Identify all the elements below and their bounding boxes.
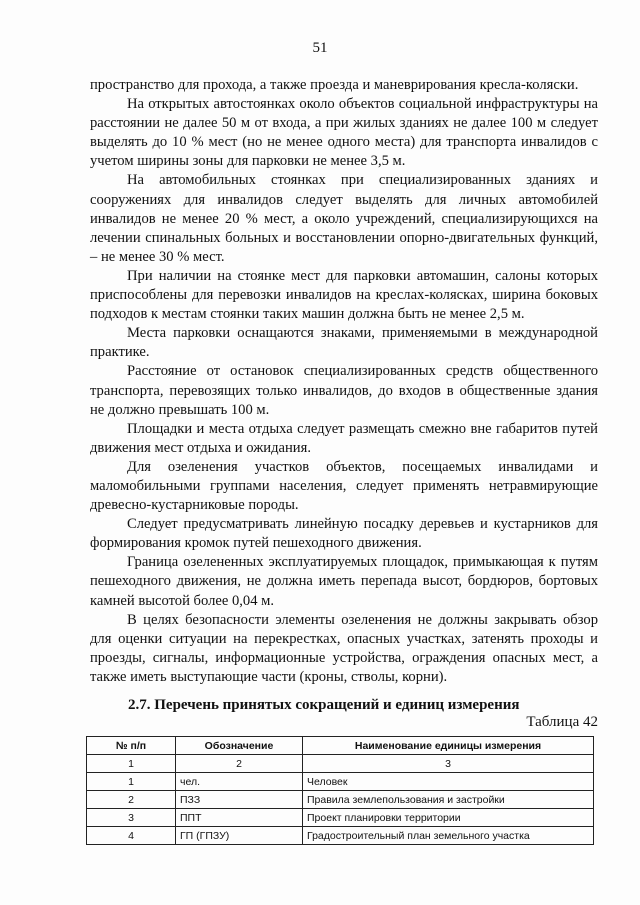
column-number: 3: [303, 755, 594, 773]
column-number: 1: [87, 755, 176, 773]
paragraph: пространство для прохода, а также проезда и маневрирования кресла-коляски.: [90, 77, 579, 93]
abbreviations-table: [86, 736, 594, 845]
table-cell: Правила землепользования и застройки: [303, 791, 594, 809]
table-cell: 1: [87, 773, 176, 791]
table-cell: Проект планировки территории: [303, 809, 594, 827]
table-row: [87, 809, 594, 827]
paragraph: В целях безопасности элементы озеленения не должны закрывать обзор для оценки ситуации на перекрестках, опасных участках, затенять проходы и проезды, сигналы, информационные устройства, ограждения опасных мест, а также иметь выступающие части (кроны, стволы, корни).: [90, 611, 598, 685]
table-row: [87, 827, 594, 845]
paragraph: Расстояние от остановок специализированных средств общественного транспорта, перевозящих только инвалидов, до входов в общественные здания не должно превышать 100 м.: [90, 363, 598, 418]
table-cell: ГП (ГПЗУ): [176, 827, 303, 845]
section-heading: 2.7. Перечень принятых сокращений и единиц измерения: [128, 697, 520, 713]
paragraph: При наличии на стоянке мест для парковки автомашин, салоны которых приспособлены для перевозки инвалидов на креслах-колясках, ширина боковых подходов к местам стоянки таких машин должна быть не менее 2,5 м.: [90, 267, 598, 323]
table-cell: 2: [87, 791, 176, 809]
column-header: Наименование единицы измерения: [303, 737, 594, 755]
paragraph: Для озеленения участков объектов, посещаемых инвалидами и маломобильными группами населения, следует применять нетравмирующие древесно-кустарниковые породы.: [90, 458, 598, 514]
paragraph: На автомобильных стоянках при специализированных зданиях и сооружениях для инвалидов следует выделять для личных автомобилей инвалидов не менее 20 % мест, а около учреждений, специализирующихся на лечении спинальных больных и восстановлении опорно-двигательных функций, – не менее 30 % мест.: [90, 172, 598, 265]
table-cell: чел.: [176, 773, 303, 791]
table-cell: ППТ: [176, 809, 303, 827]
table-row: [87, 791, 594, 809]
table-cell: 3: [87, 809, 176, 827]
paragraph: Граница озелененных эксплуатируемых площадок, примыкающая к путям пешеходного движения, не должна иметь перепада высот, бордюров, бортовых камней высотой более 0,04 м.: [90, 554, 598, 609]
body-text: [90, 76, 598, 687]
paragraph: Следует предусматривать линейную посадку деревьев и кустарников для формирования кромок путей пешеходного движения.: [90, 516, 598, 552]
table-cell: Градостроительный план земельного участка: [303, 827, 594, 845]
column-header: № п/п: [87, 737, 176, 755]
table-cell: ПЗЗ: [176, 791, 303, 809]
column-number: 2: [176, 755, 303, 773]
column-header: Обозначение: [176, 737, 303, 755]
page-number: 51: [312, 40, 328, 56]
paragraph: На открытых автостоянках около объектов социальной инфраструктуры на расстоянии не далее 50 м от входа, а при жилых зданиях не далее 100 м следует выделять до 10 % мест (но не менее одного места) для транспорта инвалидов с учетом ширины зоны для парковки не менее 3,5 м.: [90, 96, 598, 170]
table-cell: Человек: [303, 773, 594, 791]
table-cell: 4: [87, 827, 176, 845]
table-caption: Таблица 42: [526, 714, 598, 730]
table-row: [87, 773, 594, 791]
column-number-row: [87, 755, 594, 773]
table-header-row: [87, 737, 594, 755]
paragraph: Площадки и места отдыха следует размещать смежно вне габаритов путей движения мест отдыха и ожидания.: [90, 420, 598, 456]
paragraph: Места парковки оснащаются знаками, применяемыми в международной практике.: [90, 325, 598, 361]
